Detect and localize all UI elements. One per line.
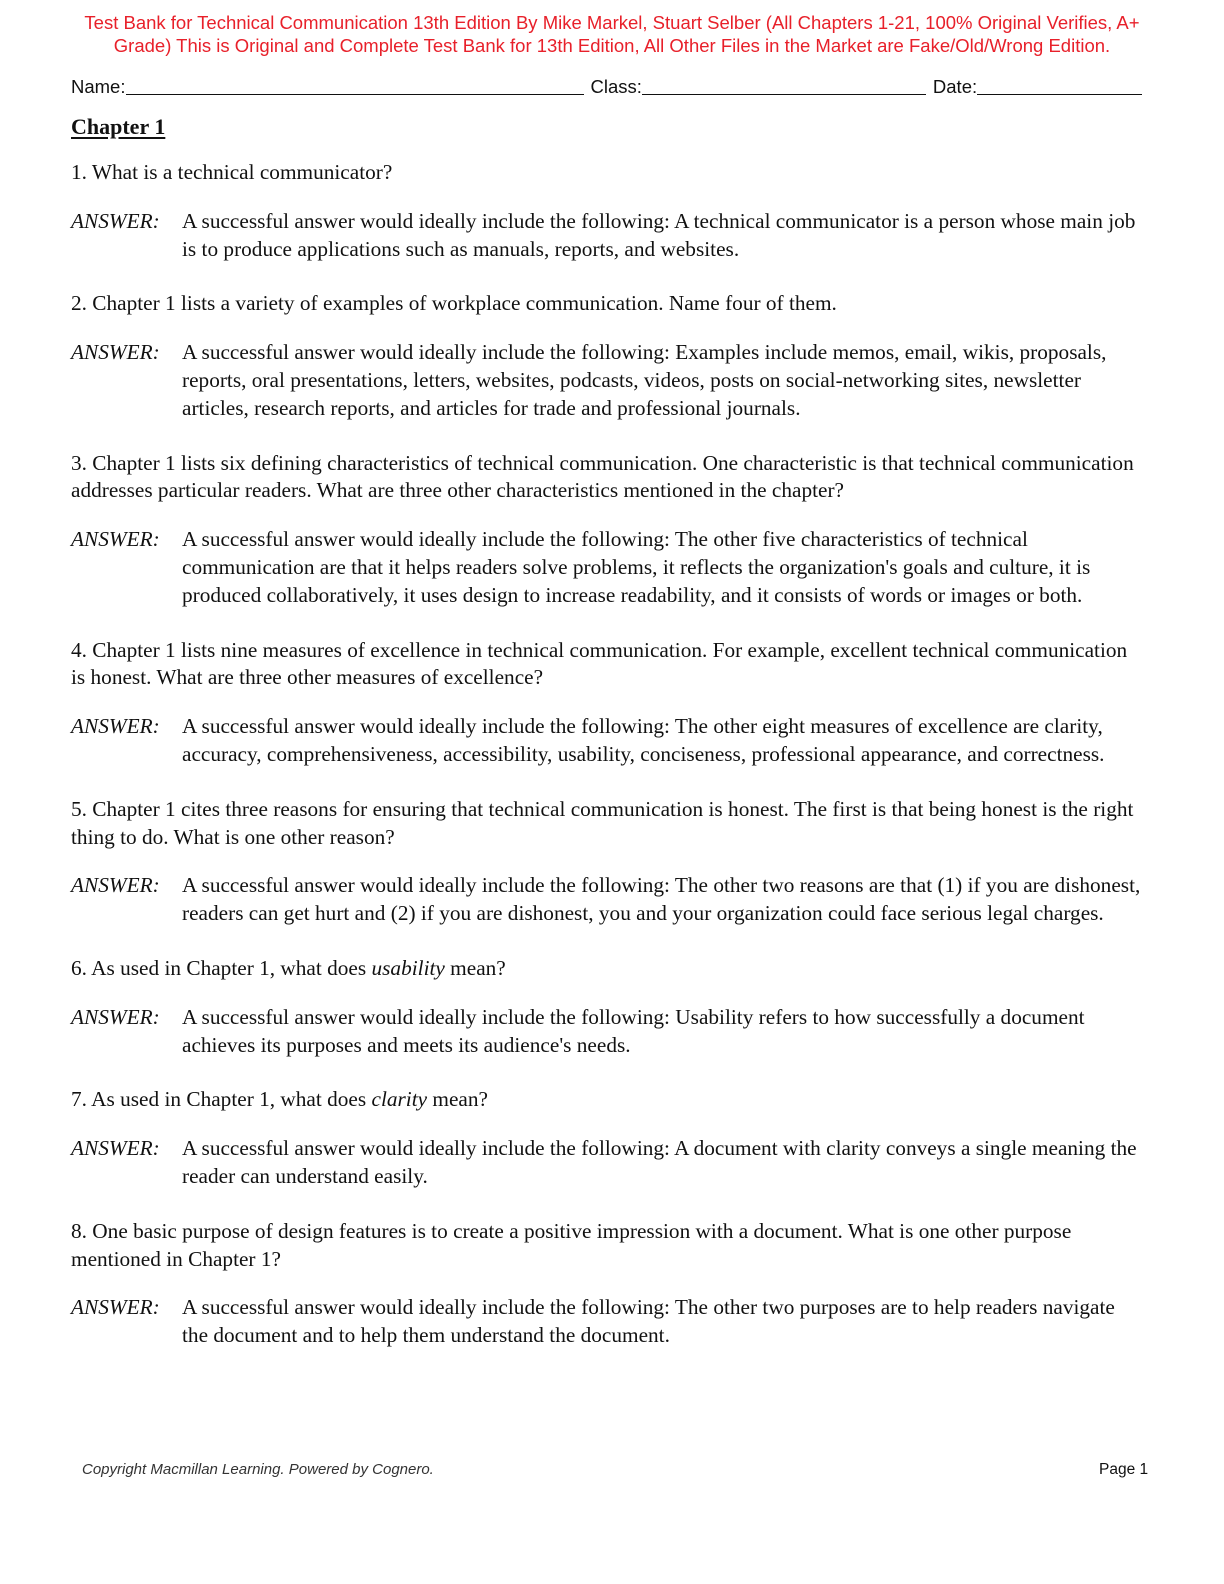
question — [71, 796, 1146, 852]
answer-text: A successful answer would ideally include the following: A technical communicator is a person whose main job is to produce applications such as manuals, reports, and websites. — [182, 208, 1136, 261]
answer-text: A successful answer would ideally include the following: The other eight measures of excellence are clarity, accuracy, comprehensiveness, accessibility, usability, conciseness, professional appearance, and correctness. — [182, 714, 1105, 766]
answer-text: A successful answer would ideally include the following: Examples include memos, email, wikis, proposals, reports, oral presentations, letters, websites, podcasts, videos, posts on social-networking sites, newsletter articles, research reports, and articles for trade and professional journals. — [182, 340, 1107, 420]
footer-copyright: Copyright Macmillan Learning. Powered by Cognero. — [82, 1461, 434, 1478]
question-term: clarity — [371, 1087, 428, 1112]
answer-label: ANSWER: — [71, 527, 160, 552]
question-text-end: mean? — [444, 955, 506, 980]
answer — [71, 1294, 1146, 1350]
question — [71, 290, 1146, 318]
qa-item — [71, 1086, 1146, 1190]
name-label: Name: — [71, 76, 126, 97]
banner-line-1: Test Bank for Technical Communication 13th Edition By Mike Markel, Stuart Selber (All Chapters 1-21, 100% Original Verifies, A+ — [84, 12, 1140, 33]
banner-line-2: Grade) This is Original and Complete Test Bank for 13th Edition, All Other Files in the Market are Fake/Old/Wrong Edition. — [113, 35, 1111, 56]
qa-item — [71, 955, 1146, 1059]
question-text: 8. One basic purpose of design features is to create a positive impression with a document. What is one other purpose mentioned in Chapter 1? — [71, 1218, 1072, 1271]
name-blank[interactable] — [126, 74, 584, 95]
chapter-title: Chapter 1 — [71, 114, 166, 139]
answer-label: ANSWER: — [71, 1136, 160, 1161]
qa-item — [71, 796, 1146, 928]
date-label: Date: — [932, 76, 978, 97]
qa-item — [71, 450, 1146, 610]
question — [71, 159, 1146, 187]
answer — [71, 1135, 1146, 1191]
question-text: 5. Chapter 1 cites three reasons for ensuring that technical communication is honest. The first is that being honest is the right thing to do. What is one other reason? — [71, 796, 1134, 849]
question-text: 3. Chapter 1 lists six defining characteristics of technical communication. One characteristic is that technical communication addresses particular readers. What are three other characteristics mentioned in the chapter? — [71, 450, 1134, 503]
footer-page-number: Page 1 — [1099, 1461, 1149, 1478]
answer-text: A successful answer would ideally include the following: A document with clarity conveys a single meaning the reader can understand easily. — [182, 1136, 1137, 1188]
class-label: Class: — [590, 76, 642, 97]
question-text: 4. Chapter 1 lists nine measures of excellence in technical communication. For example, excellent technical communication is honest. What are three other measures of excellence? — [71, 637, 1128, 690]
promo-banner — [20, 11, 1204, 57]
question — [71, 955, 1146, 983]
answer-label: ANSWER: — [71, 208, 160, 233]
question — [71, 450, 1146, 506]
qa-item — [71, 1218, 1146, 1350]
question — [71, 637, 1146, 693]
answer — [71, 713, 1146, 769]
answer-label: ANSWER: — [71, 340, 160, 365]
date-blank[interactable] — [977, 74, 1142, 95]
answer — [71, 1004, 1146, 1060]
answer-label: ANSWER: — [71, 1004, 160, 1029]
question-text: 7. As used in Chapter 1, what does — [71, 1087, 372, 1112]
qa-item — [71, 290, 1146, 422]
answer — [71, 339, 1146, 422]
answer — [71, 872, 1146, 928]
answer-label: ANSWER: — [71, 714, 160, 739]
student-info-row — [71, 70, 1142, 98]
class-blank[interactable] — [642, 74, 926, 95]
qa-item — [71, 637, 1146, 769]
answer-label: ANSWER: — [71, 873, 160, 898]
qa-item — [71, 159, 1146, 263]
answer — [71, 208, 1146, 264]
question-text: 2. Chapter 1 lists a variety of examples of workplace communication. Name four of them. — [71, 291, 837, 316]
question — [71, 1086, 1146, 1114]
question-text-end: mean? — [427, 1087, 488, 1112]
answer-text: A successful answer would ideally include the following: Usability refers to how successfully a document achieves its purposes and meets its audience's needs. — [182, 1004, 1085, 1057]
answer-text: A successful answer would ideally include the following: The other two reasons are that (1) if you are dishonest, readers can get hurt and (2) if you are dishonest, you and your organization could face serious legal charges. — [182, 873, 1141, 926]
answer-text: A successful answer would ideally include the following: The other five characteristics of technical communication are that it helps readers solve problems, it reflects the organization's goals and culture, it is produced collaboratively, it uses design to increase readability, and it consists of words or images or both. — [182, 527, 1091, 607]
question-text: 6. As used in Chapter 1, what does — [71, 955, 372, 980]
answer — [71, 526, 1146, 609]
answer-label: ANSWER: — [71, 1295, 160, 1320]
answer-text: A successful answer would ideally include the following: The other two purposes are to help readers navigate the document and to help them understand the document. — [182, 1295, 1115, 1348]
question — [71, 1218, 1146, 1274]
question-text: 1. What is a technical communicator? — [71, 160, 393, 184]
question-term: usability — [371, 955, 445, 980]
question-list — [71, 159, 1146, 1377]
